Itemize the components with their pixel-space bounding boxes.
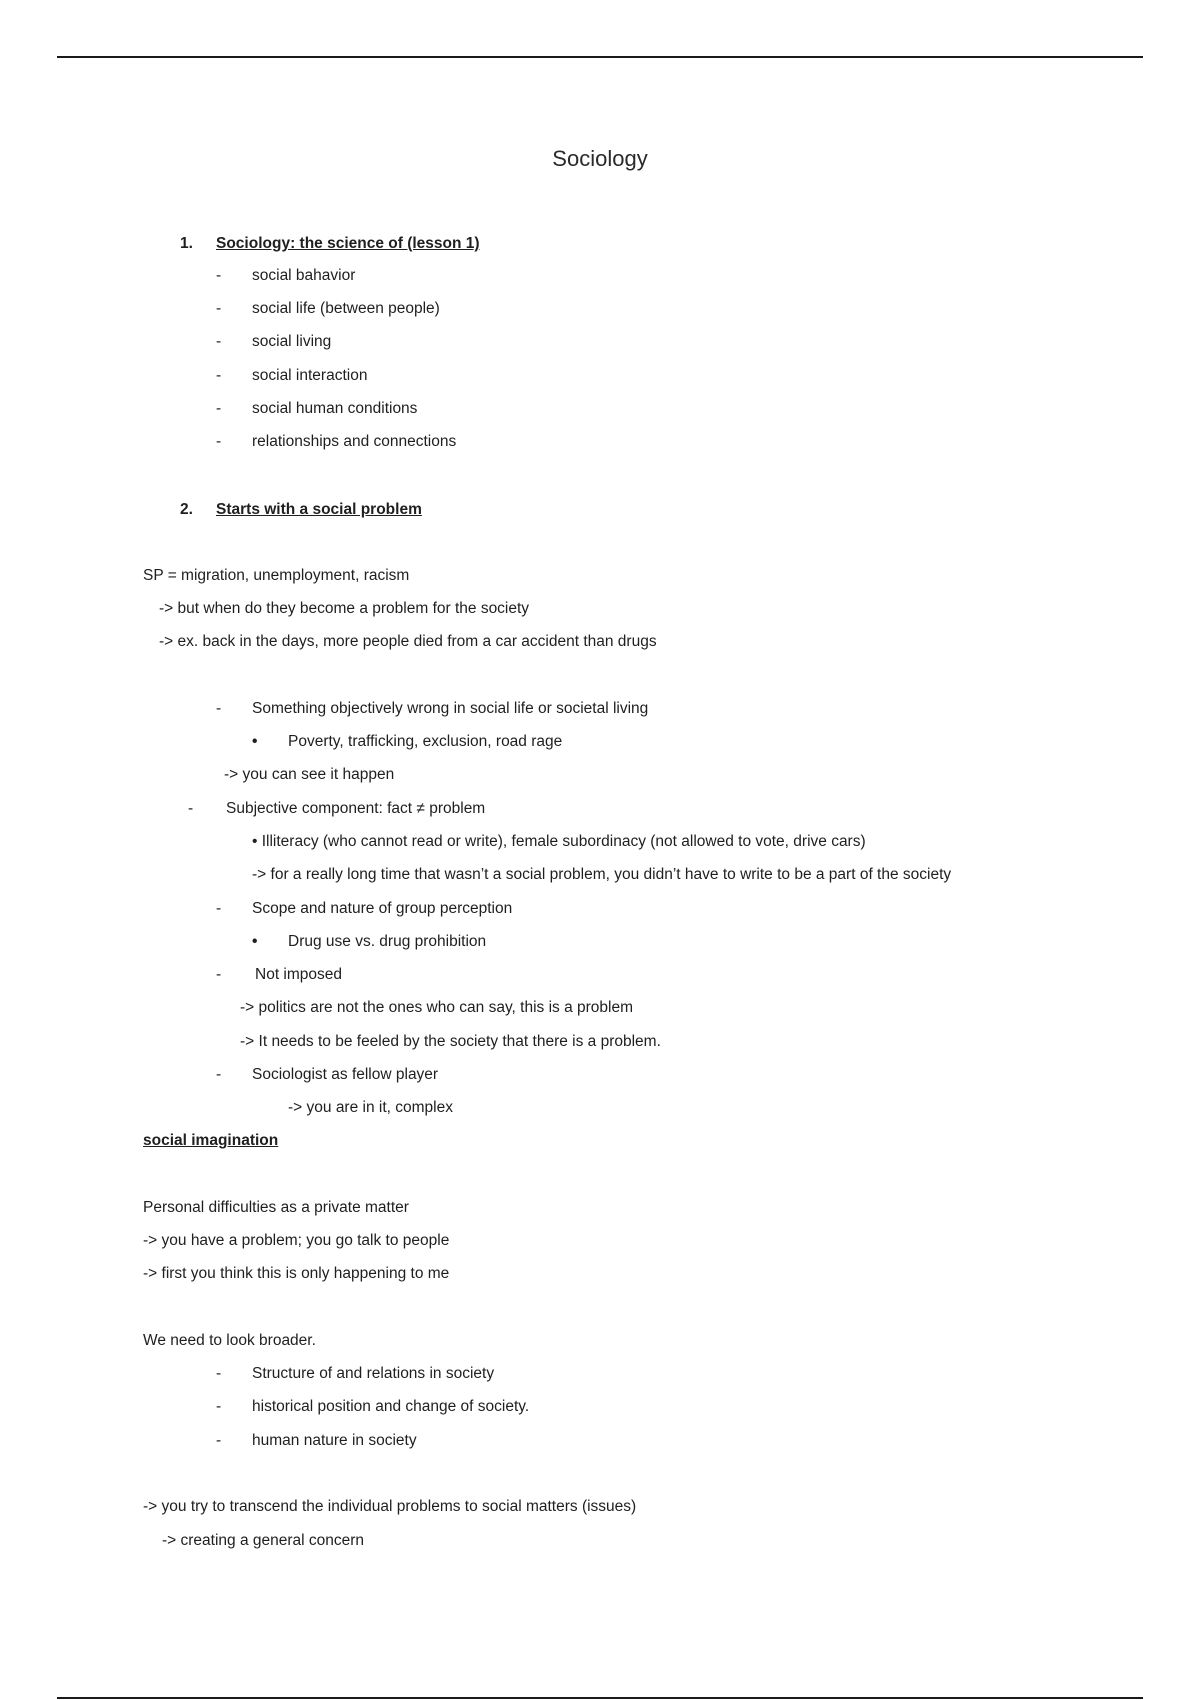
- point-subjective-bullet: • Illiteracy (who cannot read or write), female subordinacy (not allowed to vote, drive cars): [252, 833, 866, 850]
- dash-marker: -: [216, 333, 222, 350]
- section-1-heading: Sociology: the science of (lesson 1): [216, 235, 480, 252]
- list-item: social living: [252, 333, 332, 350]
- dash-marker: -: [216, 367, 222, 384]
- section-2-heading: Starts with a social problem: [216, 501, 422, 518]
- point-scope-bullet: Drug use vs. drug prohibition: [288, 933, 487, 950]
- sp-arrow-1: -> but when do they become a problem for the society: [159, 600, 530, 617]
- list-item: Structure of and relations in society: [252, 1365, 495, 1382]
- dash-marker: -: [216, 433, 222, 450]
- list-item: social interaction: [252, 367, 368, 384]
- point-subjective: Subjective component: fact ≠ problem: [226, 800, 486, 817]
- point-not-imposed-arrow-1: -> politics are not the ones who can say, this is a problem: [240, 999, 634, 1016]
- imagination-concern: -> creating a general concern: [162, 1532, 365, 1549]
- point-objective: Something objectively wrong in social life or societal living: [252, 700, 649, 717]
- dash-marker: -: [216, 300, 222, 317]
- imagination-arrow-1: -> you have a problem; you go talk to people: [143, 1232, 450, 1249]
- list-item: historical position and change of society.: [252, 1398, 530, 1415]
- dash-marker: -: [216, 267, 222, 284]
- dash-marker: -: [216, 1432, 222, 1449]
- imagination-heading: social imagination: [143, 1132, 279, 1149]
- imagination-personal: Personal difficulties as a private matter: [143, 1199, 409, 1216]
- point-sociologist-arrow: -> you are in it, complex: [288, 1099, 453, 1116]
- dash-marker: -: [216, 700, 222, 717]
- point-objective-arrow: -> you can see it happen: [224, 766, 395, 783]
- imagination-broader: We need to look broader.: [143, 1332, 316, 1349]
- bullet-marker: •: [252, 733, 258, 750]
- point-not-imposed: Not imposed: [255, 966, 343, 983]
- dash-marker: -: [216, 966, 222, 983]
- sp-line: SP = migration, unemployment, racism: [143, 567, 410, 584]
- dash-marker: -: [188, 800, 194, 817]
- bullet-marker: •: [252, 933, 258, 950]
- imagination-arrow-2: -> first you think this is only happening to me: [143, 1265, 450, 1282]
- list-item: social life (between people): [252, 300, 440, 317]
- top-rule: [57, 56, 1143, 58]
- dash-marker: -: [216, 1066, 222, 1083]
- point-not-imposed-arrow-2: -> It needs to be feeled by the society that there is a problem.: [240, 1033, 661, 1050]
- list-item: social human conditions: [252, 400, 418, 417]
- dash-marker: -: [216, 1365, 222, 1382]
- point-scope: Scope and nature of group perception: [252, 900, 513, 917]
- dash-marker: -: [216, 900, 222, 917]
- bottom-rule: [57, 1697, 1143, 1699]
- imagination-transcend: -> you try to transcend the individual problems to social matters (issues): [143, 1498, 637, 1515]
- sp-arrow-2: -> ex. back in the days, more people died from a car accident than drugs: [159, 633, 657, 650]
- section-1-number: 1.: [180, 235, 193, 252]
- dash-marker: -: [216, 400, 222, 417]
- point-subjective-arrow: -> for a really long time that wasn’t a social problem, you didn’t have to write to be a part of the society: [252, 866, 952, 883]
- list-item: relationships and connections: [252, 433, 457, 450]
- list-item: human nature in society: [252, 1432, 417, 1449]
- point-objective-bullet: Poverty, trafficking, exclusion, road rage: [288, 733, 563, 750]
- list-item: social bahavior: [252, 267, 356, 284]
- page-title: Sociology: [552, 146, 648, 171]
- dash-marker: -: [216, 1398, 222, 1415]
- section-2-number: 2.: [180, 501, 193, 518]
- point-sociologist: Sociologist as fellow player: [252, 1066, 439, 1083]
